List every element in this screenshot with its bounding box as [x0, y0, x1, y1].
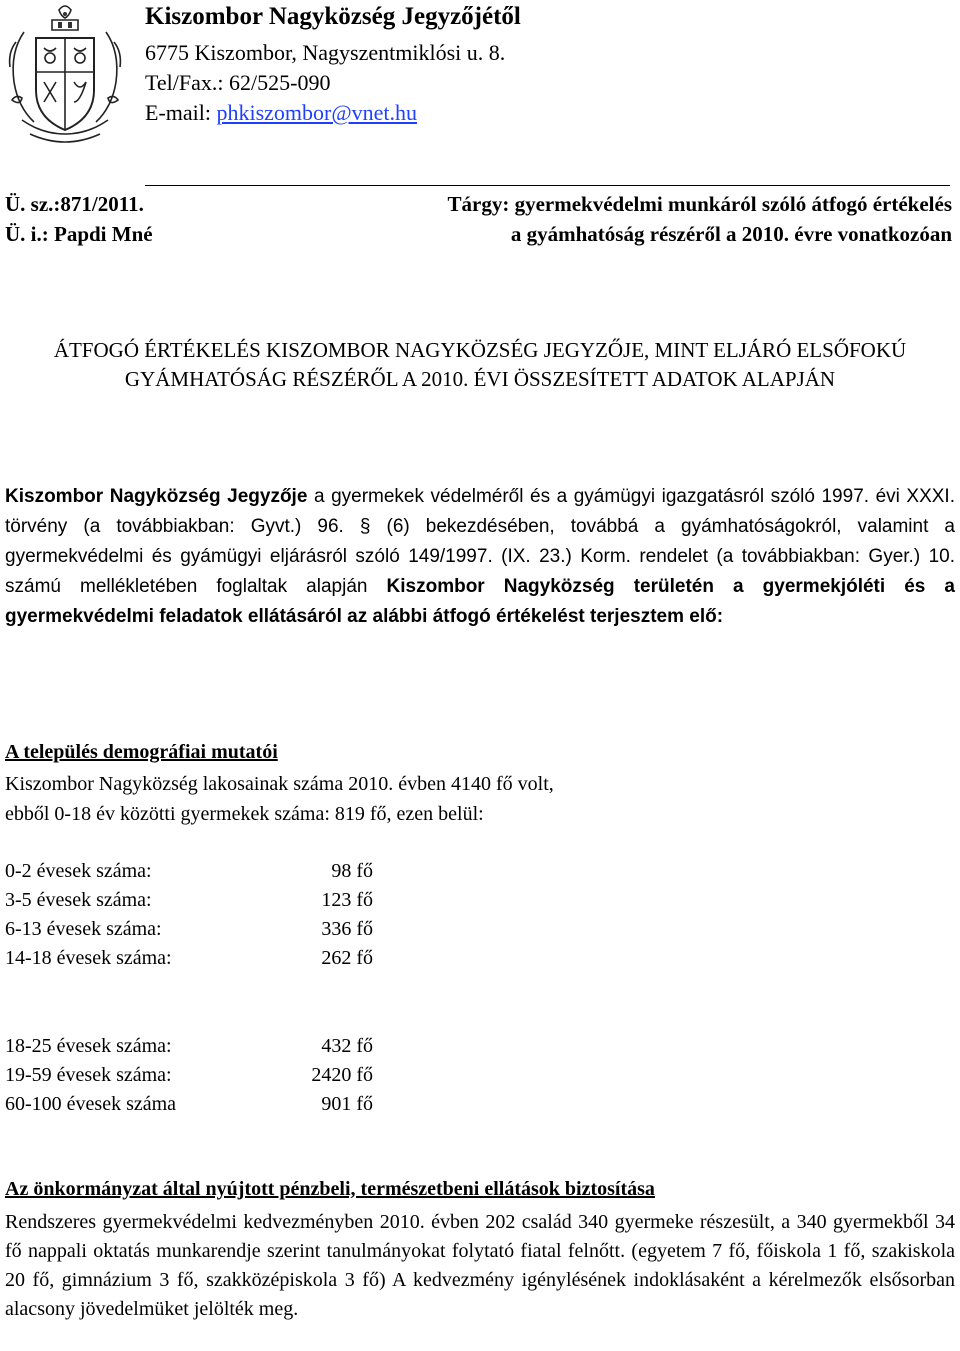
age-group-list-adults: [5, 1032, 405, 1119]
population-line: Kiszombor Nagyközség lakosainak száma 2010. évben 4140 fő volt,: [5, 773, 554, 795]
reference-number: Ü. sz.:871/2011.: [5, 192, 144, 216]
subject-line-1: Tárgy: gyermekvédelmi munkáról szóló átfogó értékelés: [447, 192, 952, 216]
age-row: 18-25 évesek száma: 432 fő: [5, 1035, 373, 1057]
reference-handler: Ü. i.: Papdi Mné: [5, 222, 153, 246]
sender-telfax: Tel/Fax.: 62/525-090: [145, 70, 331, 95]
age-row: 19-59 évesek száma: 2420 fő: [5, 1064, 373, 1086]
benefits-paragraph: Rendszeres gyermekvédelmi kedvezményben 2010. évben 202 család 340 gyermeke részesült, a 340 gyermekből 34 fő nappali oktatás munkarendje szerint tanulmányokat folytató fiatal felnőtt. (egyetem 7 fő, főiskola 1 fő, szakiskola 20 fő, gimnázium 3 fő, szakközépiskola 3 fő) A kedvezmény igénylésének indoklásaként a kérelmezők elsősorban alacsony jövedelmüket jelölték meg.: [5, 1211, 955, 1320]
age-group-list-children: [5, 857, 405, 973]
benefits-heading: Az önkormányzat által nyújtott pénzbeli, természetbeni ellátások biztosítása: [5, 1178, 655, 1200]
demography-heading: A település demográfiai mutatói: [5, 741, 278, 763]
email-label: E-mail:: [145, 100, 217, 125]
intro-bold-2: Kiszombor Nagyközség területén a gyermekjóléti és a gyermekvédelmi feladatok ellátásáról az alábbi átfogó értékelést terjesztem elő:: [5, 576, 955, 627]
age-row: 3-5 évesek száma: 123 fő: [5, 889, 373, 911]
sender-email-line: [145, 98, 417, 128]
intro-paragraph: [5, 482, 955, 632]
subject-line-2: a gyámhatóság részéről a 2010. évre vonatkozóan: [510, 222, 952, 246]
intro-text: a gyermekek védelméről és a gyámügyi igazgatásról szóló 1997. évi XXXI. törvény (a továbbiakban: Gyvt.) 96. § (6) bekezdésében, továbbá a gyámhatóságokról, valamint a gyermekvédelmi és gyámügyi eljárásról szóló 149/1997. (IX. 23.) Korm. rendelet (a továbbiakban: Gyer.) 10. számú mellékletében foglaltak alapján: [5, 486, 955, 597]
email-link[interactable]: phkiszombor@vnet.hu: [216, 100, 417, 125]
sender-address: 6775 Kiszombor, Nagyszentmiklósi u. 8.: [145, 40, 506, 65]
age-row: 14-18 évesek száma: 262 fő: [5, 947, 373, 969]
age-row: 0-2 évesek száma: 98 fő: [5, 860, 373, 882]
age-row: 60-100 évesek száma 901 fő: [5, 1093, 373, 1115]
sender-title: Kiszombor Nagyközség Jegyzőjétől: [145, 3, 521, 30]
header-divider: [145, 185, 950, 186]
document-title: ÁTFOGÓ ÉRTÉKELÉS KISZOMBOR NAGYKÖZSÉG JEGYZŐJE, MINT ELJÁRÓ ELSŐFOKÚ GYÁMHATÓSÁG RÉSZÉRŐL A 2010. ÉVI ÖSSZESÍTETT ADATOK ALAPJÁN: [53, 338, 907, 391]
age-row: 6-13 évesek száma: 336 fő: [5, 918, 373, 940]
coat-of-arms-icon: [4, 2, 126, 152]
intro-bold-1: Kiszombor Nagyközség Jegyzője: [5, 486, 308, 507]
children-line: ebből 0-18 év közötti gyermekek száma: 819 fő, ezen belül:: [5, 803, 484, 825]
